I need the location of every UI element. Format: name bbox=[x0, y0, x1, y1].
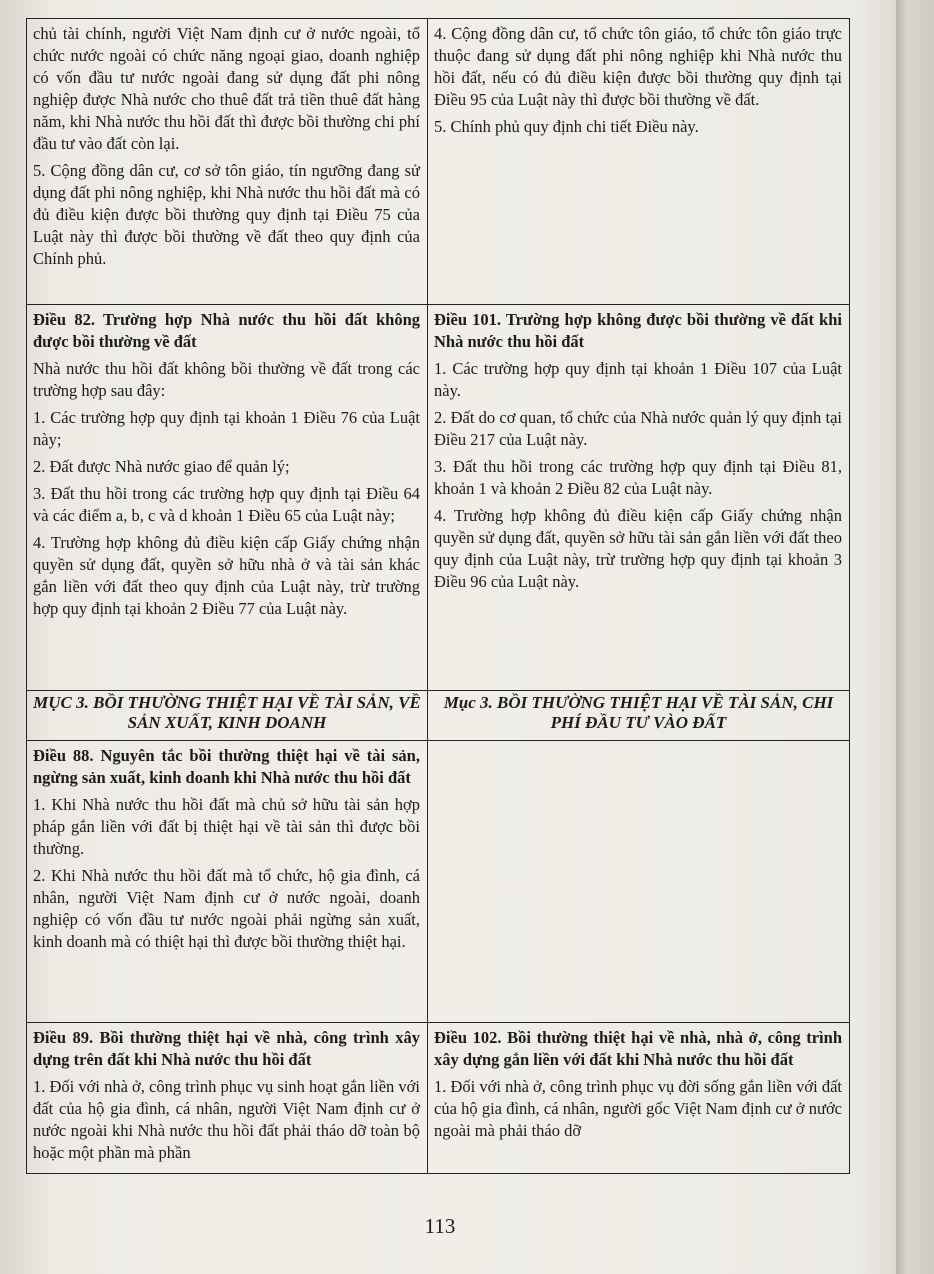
paragraph: 2. Khi Nhà nước thu hồi đất mà tổ chức, hộ gia đình, cá nhân, người Việt Nam định cư ở nước ngoài, doanh nghiệp có vốn đầu tư nước ngoài phải ngừng sản xuất, kinh doanh mà có thiệt hại thì được bồi thường thiệt hại. bbox=[33, 866, 420, 951]
table-row bbox=[27, 741, 850, 1023]
paragraph: 5. Cộng đồng dân cư, cơ sở tôn giáo, tín ngưỡng đang sử dụng đất phi nông nghiệp, khi Nhà nước thu hồi đất mà có đủ điều kiện được bồi thường quy định tại Điều 75 của Luật này thì được bồi thường về đất theo quy định của Chính phủ. bbox=[33, 161, 420, 268]
paragraph: 1. Đối với nhà ở, công trình phục vụ sinh hoạt gắn liền với đất của hộ gia đình, cá nhân, người Việt Nam định cư ở nước ngoài khi Nhà nước thu hồi đất phải tháo dỡ toàn bộ hoặc một phần mà phần bbox=[33, 1077, 420, 1162]
table-row bbox=[27, 19, 850, 305]
right-cell bbox=[428, 19, 850, 305]
article-heading: Điều 102. Bồi thường thiệt hại về nhà, nhà ở, công trình xây dựng gắn liền với đất khi Nhà nước thu hồi đất bbox=[434, 1028, 842, 1069]
table-row bbox=[27, 1023, 850, 1174]
paragraph: 2. Đất được Nhà nước giao để quản lý; bbox=[33, 457, 290, 476]
left-cell bbox=[27, 19, 428, 305]
article-heading: Điều 101. Trường hợp không được bồi thường về đất khi Nhà nước thu hồi đất bbox=[434, 310, 842, 351]
paragraph: 2. Đất do cơ quan, tổ chức của Nhà nước quản lý quy định tại Điều 217 của Luật này. bbox=[434, 408, 842, 449]
right-cell bbox=[428, 305, 850, 691]
paragraph: 5. Chính phủ quy định chi tiết Điều này. bbox=[434, 117, 699, 136]
section-heading-right: Mục 3. BỒI THƯỜNG THIỆT HẠI VỀ TÀI SẢN, CHI PHÍ ĐẦU TƯ VÀO ĐẤT bbox=[428, 691, 850, 741]
paragraph: 1. Khi Nhà nước thu hồi đất mà chủ sở hữu tài sản hợp pháp gắn liền với đất bị thiệt hại về tài sản thì được bồi thường. bbox=[33, 795, 420, 858]
table-row bbox=[27, 691, 850, 741]
paragraph: Nhà nước thu hồi đất không bồi thường về đất trong các trường hợp sau đây: bbox=[33, 359, 420, 400]
paragraph: 3. Đất thu hồi trong các trường hợp quy định tại Điều 81, khoản 1 và khoản 2 Điều 82 của Luật này. bbox=[434, 457, 842, 498]
article-heading: Điều 82. Trường hợp Nhà nước thu hồi đất không được bồi thường về đất bbox=[33, 310, 420, 351]
left-cell bbox=[27, 1023, 428, 1174]
right-cell-empty bbox=[428, 741, 850, 1023]
table-row bbox=[27, 305, 850, 691]
paragraph: 1. Đối với nhà ở, công trình phục vụ đời sống gắn liền với đất của hộ gia đình, cá nhân, người gốc Việt Nam định cư ở nước ngoài mà phải tháo dỡ bbox=[434, 1077, 842, 1140]
paragraph: 4. Trường hợp không đủ điều kiện cấp Giấy chứng nhận quyền sử dụng đất, quyền sở hữu nhà ở và tài sản khác gắn liền với đất theo quy định của Luật này, trừ trường hợp quy định tại khoản 2 Điều 77 của Luật này. bbox=[33, 533, 420, 618]
article-heading: Điều 89. Bồi thường thiệt hại về nhà, công trình xây dựng trên đất khi Nhà nước thu hồi đất bbox=[33, 1028, 420, 1069]
paragraph: 1. Các trường hợp quy định tại khoản 1 Điều 107 của Luật này. bbox=[434, 359, 842, 400]
right-cell bbox=[428, 1023, 850, 1174]
page-edge-shadow bbox=[896, 0, 934, 1274]
left-cell bbox=[27, 305, 428, 691]
article-heading: Điều 88. Nguyên tắc bồi thường thiệt hại về tài sản, ngừng sản xuất, kinh doanh khi Nhà nước thu hồi đất bbox=[33, 746, 420, 787]
left-cell bbox=[27, 741, 428, 1023]
law-comparison-table bbox=[26, 18, 850, 1174]
paragraph: 4. Cộng đồng dân cư, tổ chức tôn giáo, tổ chức tôn giáo trực thuộc đang sử dụng đất phi nông nghiệp khi Nhà nước thu hồi đất, nếu có đủ điều kiện được bồi thường quy định tại Điều 95 của Luật này thì được bồi thường về đất. bbox=[434, 24, 842, 109]
paragraph: 1. Các trường hợp quy định tại khoản 1 Điều 76 của Luật này; bbox=[33, 408, 420, 449]
page-number: 113 bbox=[424, 1214, 456, 1238]
paragraph: 4. Trường hợp không đủ điều kiện cấp Giấy chứng nhận quyền sử dụng đất, quyền sở hữu tài sản gắn liền với đất theo quy định của Luật này, trừ trường hợp quy định tại khoản 3 Điều 96 của Luật này. bbox=[434, 506, 842, 591]
section-heading-left: MỤC 3. BỒI THƯỜNG THIỆT HẠI VỀ TÀI SẢN, VỀ SẢN XUẤT, KINH DOANH bbox=[27, 691, 428, 741]
paragraph: 3. Đất thu hồi trong các trường hợp quy định tại Điều 64 và các điểm a, b, c và d khoản 1 Điều 65 của Luật này; bbox=[33, 484, 420, 525]
paragraph: chủ tài chính, người Việt Nam định cư ở nước ngoài, tổ chức nước ngoài có chức năng ngoại giao, doanh nghiệp có vốn đầu tư nước ngoài đang sử dụng đất phi nông nghiệp được Nhà nước cho thuê đất trả tiền thuê đất hàng năm, khi Nhà nước thu hồi đất thì được bồi thường chi phí đầu tư vào đất còn lại. bbox=[33, 24, 420, 153]
